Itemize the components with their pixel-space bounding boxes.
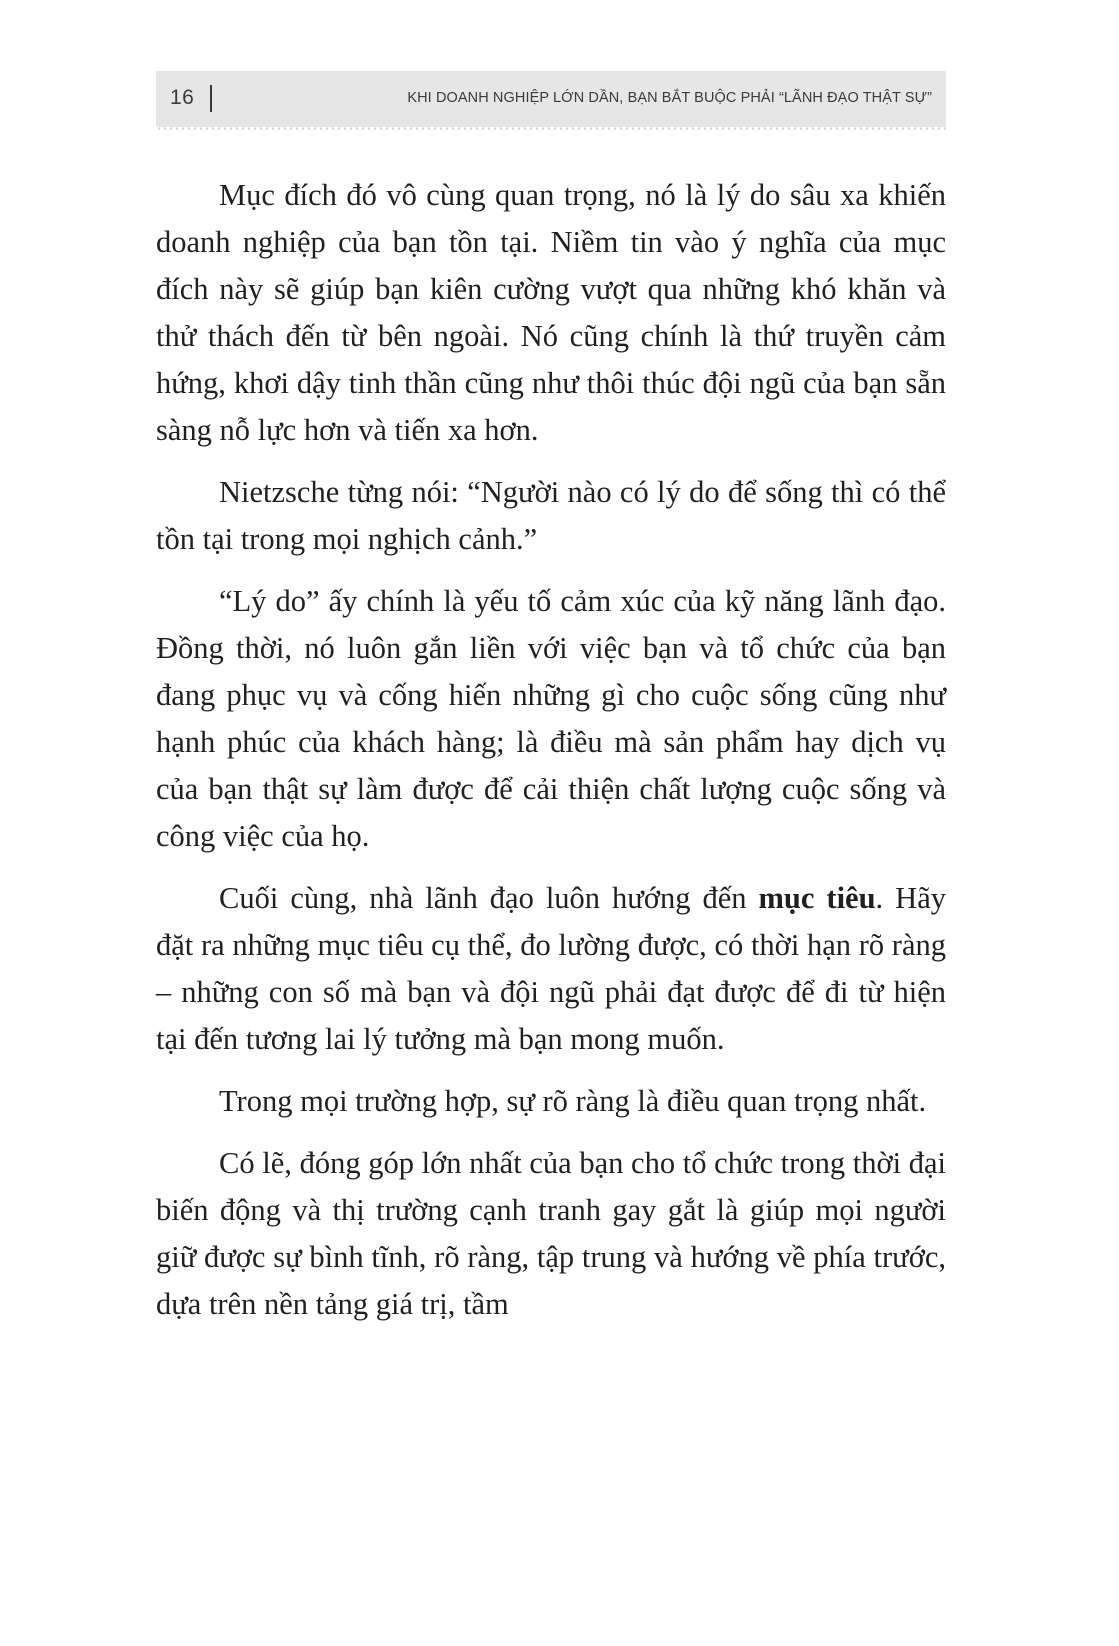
paragraph-4 xyxy=(156,875,946,1063)
paragraph-3: “Lý do” ấy chính là yếu tố cảm xúc của kỹ năng lãnh đạo. Đồng thời, nó luôn gắn liền với việc bạn và tổ chức của bạn đang phục vụ và cống hiến những gì cho cuộc sống cũng như hạnh phúc của khách hàng; là điều mà sản phẩm hay dịch vụ của bạn thật sự làm được để cải thiện chất lượng cuộc sống và công việc của họ. xyxy=(156,584,946,853)
running-title: KHI DOANH NGHIỆP LỚN DẦN, BẠN BẮT BUỘC PHẢI “LÃNH ĐẠO THẬT SỰ” xyxy=(407,90,932,106)
body-text xyxy=(156,172,946,1343)
header-dotted-border xyxy=(156,127,946,130)
paragraph-2: Nietzsche từng nói: “Người nào có lý do để sống thì có thể tồn tại trong mọi nghịch cảnh.” xyxy=(156,475,946,556)
page-number: 16 xyxy=(170,86,195,109)
paragraph-6: Có lẽ, đóng góp lớn nhất của bạn cho tổ chức trong thời đại biến động và thị trường cạnh tranh gay gắt là giúp mọi người giữ được sự bình tĩnh, rõ ràng, tập trung và hướng về phía trước, dựa trên nền tảng giá trị, tầm xyxy=(156,1146,946,1321)
paragraph-4-text-start: Cuối cùng, nhà lãnh đạo luôn hướng đến xyxy=(219,881,759,915)
paragraph-4-bold-term: mục tiêu xyxy=(758,881,876,915)
paragraph-1: Mục đích đó vô cùng quan trọng, nó là lý do sâu xa khiến doanh nghiệp của bạn tồn tại. Niềm tin vào ý nghĩa của mục đích này sẽ giúp bạn kiên cường vượt qua những khó khăn và thử thách đến từ bên ngoài. Nó cũng chính là thứ truyền cảm hứng, khơi dậy tinh thần cũng như thôi thúc đội ngũ của bạn sẵn sàng nỗ lực hơn và tiến xa hơn. xyxy=(156,178,946,447)
paragraph-4-text-end: . Hãy đặt ra những mục tiêu cụ thể, đo lường được, có thời hạn rõ ràng – những con số mà bạn và đội ngũ phải đạt được để đi từ hiện tại đến tương lai lý tưởng mà bạn mong muốn. xyxy=(156,881,946,1056)
paragraph-5: Trong mọi trường hợp, sự rõ ràng là điều quan trọng nhất. xyxy=(219,1084,927,1118)
header-separator xyxy=(210,85,212,112)
page-header xyxy=(156,71,946,127)
